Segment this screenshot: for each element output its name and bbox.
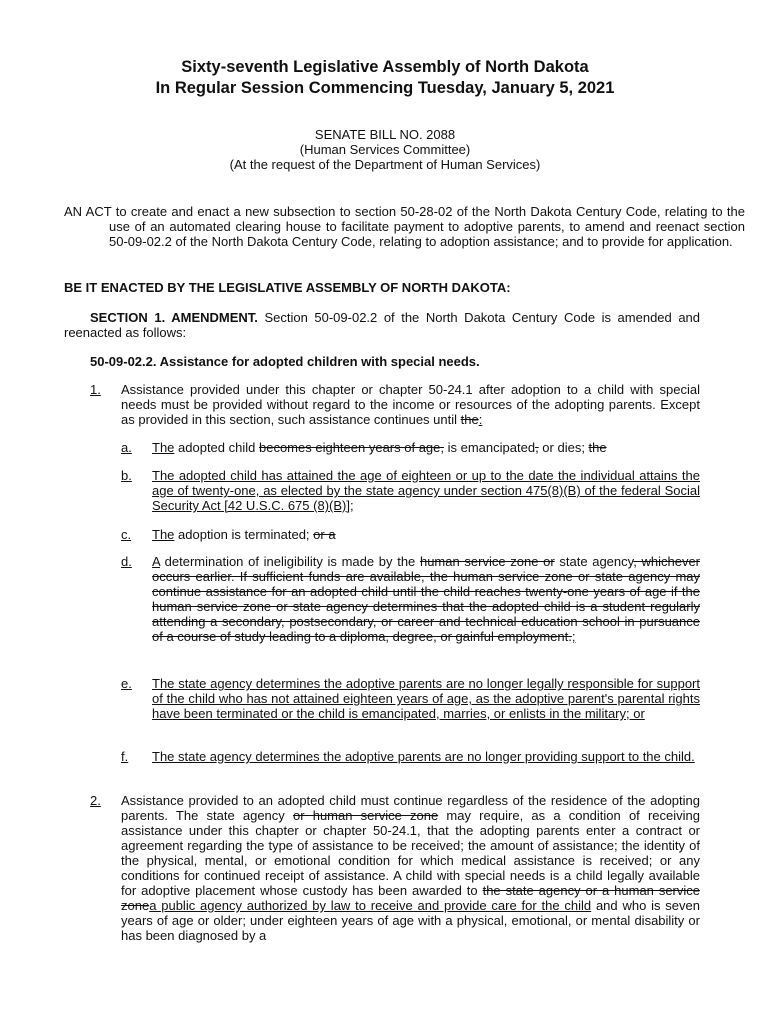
item-b-label: b.	[121, 468, 132, 483]
subsection-2-number: 2.	[90, 793, 101, 808]
bill-number: SENATE BILL NO. 2088	[314, 127, 456, 142]
item-d-label: d.	[121, 554, 132, 569]
item-d-text: A determination of ineligibility is made by the human service zone or state agency, whichever occurs earlier. If sufficient funds are available, the human service zone or state agency may continue assistance for an adopted child until the child reaches twenty-one years of age if the human service zone or state agency determines that the adopted child is a student regularly attending a secondary, postsecondary, or career and technical education school in pursuance of a course of study leading to a diploma, degree, or gainful employment.;	[152, 554, 701, 644]
act-lead: AN ACT	[64, 204, 112, 219]
act-title	[64, 204, 745, 249]
section-title: 50-09-02.2. Assistance for adopted children with special needs.	[90, 354, 480, 369]
section-1	[64, 310, 700, 340]
committee: (Human Services Committee)	[299, 142, 471, 157]
subsection-2-text: Assistance provided to an adopted child must continue regardless of the residence of the adopting parents. The state agency or human service zone may require, as a condition of receiving assistance under this chapter or chapter 50-24.1, that the adopting parents enter a contract or agreement regarding the type of assistance to be received; the amount of assistance; the identity of the physical, mental, or emotional condition for which medical assistance is received; or any conditions for continued receipt of assistance. A child with special needs is a child legally available for adoptive placement whose custody has been awarded to the state agency or a human service zonea public agency authorized by law to receive and provide care for the child and who is seven years of age or older; under eighteen years of age with a physical, emotional, or mental disability or has been diagnosed by a	[121, 793, 701, 943]
assembly-title: Sixty-seventh Legislative Assembly of North Dakota	[181, 58, 589, 76]
act-text: to create and enact a new subsection to section 50-28-02 of the North Dakota Century Code, relating to the use of an automated clearing house to facilitate payment to adoptive parents, to amend and reenact section 50-09-02.2 of the North Dakota Century Code, relating to adoption assistance; and to provide for application.	[109, 204, 745, 249]
enacting-clause: BE IT ENACTED BY THE LEGISLATIVE ASSEMBLY OF NORTH DAKOTA:	[64, 280, 511, 295]
item-f-label: f.	[121, 749, 129, 764]
item-b-text: The adopted child has attained the age of eighteen or up to the date the individual attains the age of twenty-one, as elected by the state agency under section 475(8)(B) of the federal Social Security Act [42 U.S.C. 675 (8)(B)];	[152, 468, 700, 513]
deleted-text: the	[460, 412, 479, 427]
item-e-label: e.	[121, 676, 132, 691]
item-a-label: a.	[121, 440, 132, 455]
subsection-1-text: Assistance provided under this chapter or chapter 50-24.1 after adoption to a child with special needs must be provided without regard to the income or resources of the adopting parents. Except as provided in this section, such assistance continues until the:	[121, 382, 700, 427]
item-a-text: The adopted child becomes eighteen years of age, is emancipated, or dies; the	[152, 440, 607, 455]
item-f-text: The state agency determines the adoptive parents are no longer providing support to the child.	[152, 749, 695, 764]
item-c-label: c.	[121, 527, 132, 542]
request-line: (At the request of the Department of Human Services)	[229, 157, 541, 172]
section-1-heading: SECTION 1. AMENDMENT.	[90, 310, 258, 325]
session-title: In Regular Session Commencing Tuesday, January 5, 2021	[155, 79, 615, 97]
subsection-1-number: 1.	[90, 382, 101, 397]
section-1-text: Section 50-09-02.2 of the North Dakota Century Code is amended and reenacted as follows:	[64, 310, 701, 340]
item-e-text: The state agency determines the adoptive parents are no longer legally responsible for support of the child who has not attained eighteen years of age, as the adoptive parent's parental rights have been terminated or the child is emancipated, marries, or enlists in the military; or	[152, 676, 700, 721]
item-c-text: The adoption is terminated; or a	[152, 527, 336, 542]
inserted-text: :	[478, 412, 483, 427]
